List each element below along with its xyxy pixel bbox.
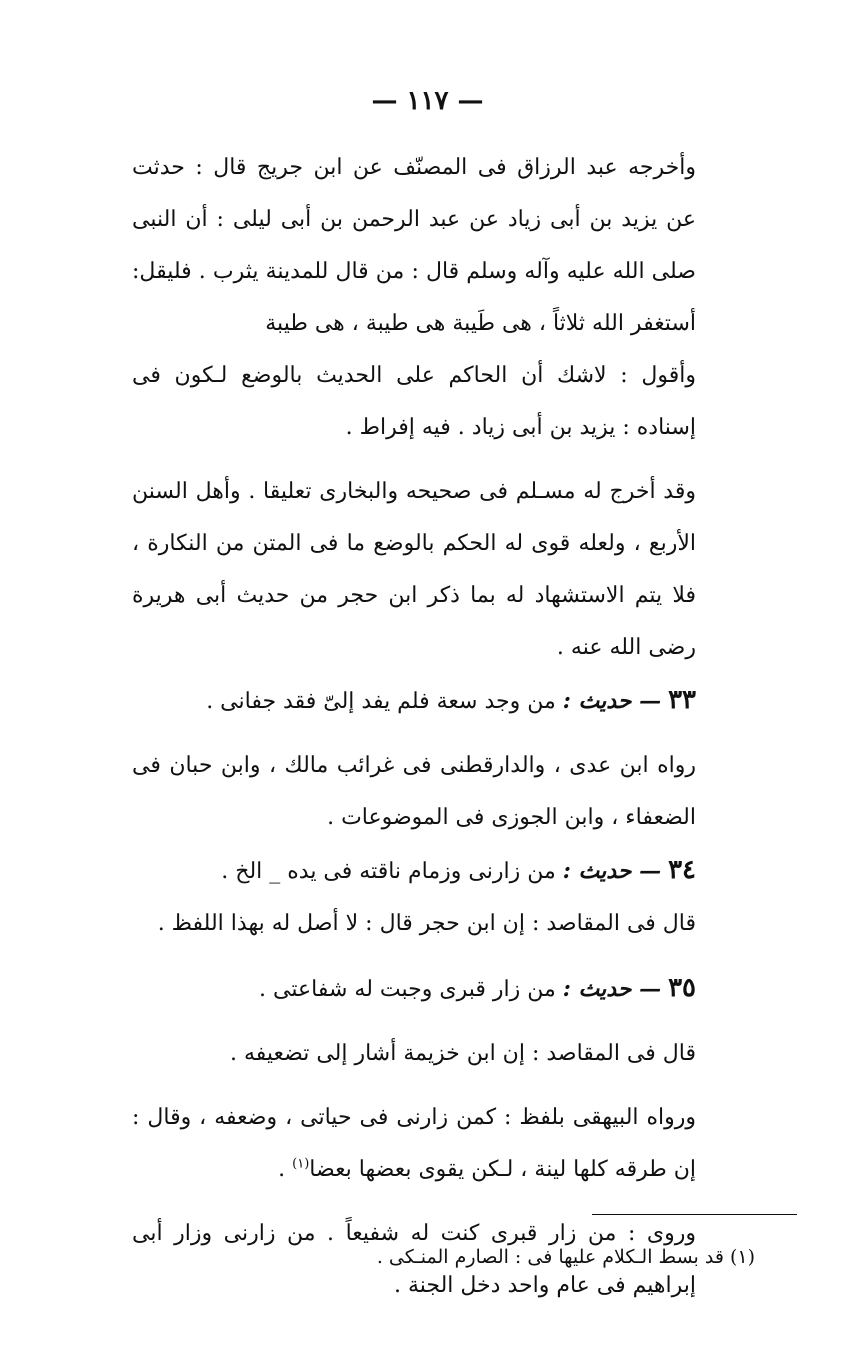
paragraph-muslim: وقد أخرج له مسـلم فى صحيحه والبخارى تعليقا . وأهل السنن الأربع ، ولعله قوى له الحكم بالوضع ما فى المتن من النكارة ، فلا يتم الاستشهاد له بما ذكر ابن حجر من حديث أبى هريرة رضى الله عنه .: [132, 479, 696, 660]
hadith-label: — حديث :: [562, 858, 662, 884]
hadith-number: ٣٥: [668, 973, 696, 1003]
hadith-number: ٣٤: [668, 855, 696, 885]
paragraph-ruwiya: وروى : من زار قبرى كنت له شفيعاً . من زارنى وزار أبى إبراهيم فى عام واحد دخل الجنة .: [132, 1221, 696, 1298]
paragraph-maqasid-1: قال فى المقاصد : إن ابن حجر قال : لا أصل له بهذا اللفظ .: [157, 911, 696, 936]
paragraph-bayhaqi: [132, 1092, 740, 1196]
hadith-35: [132, 962, 740, 1016]
paragraph-comment: وأقول : لاشك أن الحاكم على الحديث بالوضع لـكون فى إسناده : يزيد بن أبى زياد . فيه إفراط .: [132, 363, 696, 440]
hadith-number: ٣٣: [668, 685, 696, 715]
footnote-ref: (١): [292, 1156, 310, 1172]
footnote-divider: [592, 1214, 797, 1215]
hadith-label: — حديث :: [562, 688, 662, 714]
footnote: (١) قد بسط الـكلام عليها فى : الصارم المنـكى .: [376, 1246, 755, 1268]
hadith-label: — حديث :: [562, 976, 662, 1002]
paragraph-maqasid-2: قال فى المقاصد : إن ابن خزيمة أشار إلى تضعيفه .: [229, 1041, 696, 1066]
bayhaqi-end: .: [278, 1157, 293, 1182]
paragraph-ibn-adi: رواه ابن عدى ، والدارقطنى فى غرائب مالك ، وابن حبان فى الضعفاء ، وابن الجوزى فى الموضوعات .: [132, 753, 696, 830]
bayhaqi-text: ورواه البيهقى بلفظ : كمن زارنى فى حياتى ، وضعفه ، وقال : إن طرقه كلها لينة ، لـكن يقوى بعضها بعضا: [132, 1105, 696, 1182]
page-number: — ١١٧ —: [371, 86, 484, 116]
hadith-33: [132, 674, 740, 728]
main-text: [132, 142, 740, 1312]
paragraph-musannaf: وأخرجه عبد الرزاق فى المصنّف عن ابن جريج قال : حدثت عن يزيد بن أبى زياد عن عبد الرحمن بن أبى ليلى : أن النبى صلى الله عليه وآله وسلم قال : من قال للمدينة يثرب . فليقل: أستغفر الله ثلاثاً ، هى طَيبة هى طيبة ، هى طيبة: [132, 155, 696, 336]
hadith-text: من زارنى وزمام ناقته فى يده _ الخ .: [221, 859, 556, 884]
hadith-text: من زار قبرى وجبت له شفاعتى .: [259, 977, 556, 1002]
hadith-34: [132, 844, 740, 898]
hadith-text: من وجد سعة فلم يفد إلىّ فقد جفانى .: [206, 689, 556, 714]
